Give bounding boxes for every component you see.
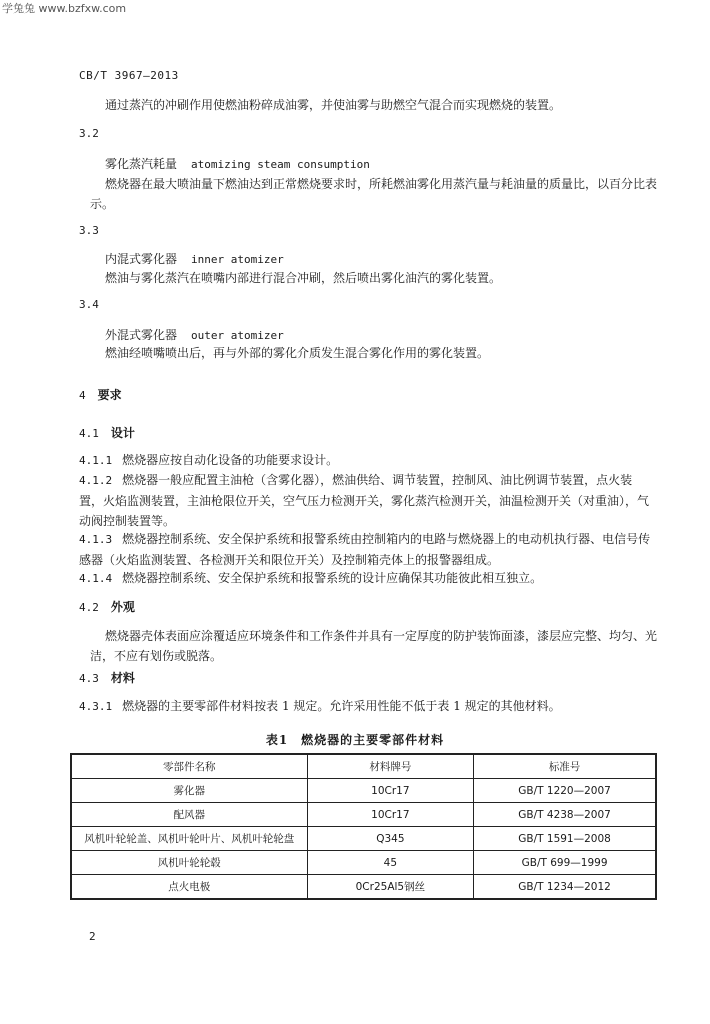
term-number: 3.2 <box>79 127 99 140</box>
cell-standard: GB/T 1591—2008 <box>474 827 656 851</box>
page-number: 2 <box>89 930 96 943</box>
section-title: 设计 <box>110 426 135 440</box>
clause-number: 4.3.1 <box>79 700 113 713</box>
table-row <box>71 827 656 851</box>
section-number: 4.2 <box>79 601 99 614</box>
cell-standard: GB/T 699—1999 <box>474 851 656 875</box>
section-number: 4.1 <box>79 427 99 440</box>
clause-number: 4.1.4 <box>79 572 113 585</box>
term-definition: 燃烧器在最大喷油量下燃油达到正常燃烧要求时，所耗燃油雾化用蒸汽量与耗油量的质量比，以百分比表示。 <box>90 177 658 211</box>
cell-part: 雾化器 <box>71 779 307 803</box>
cell-material: 0Cr25Al5钢丝 <box>307 875 474 900</box>
watermark: 学兔兔 www.bzfxw.com <box>2 2 127 15</box>
cell-material: 10Cr17 <box>307 779 474 803</box>
clause-text: 燃烧器应按自动化设备的功能要求设计。 <box>122 453 339 467</box>
cell-standard: GB/T 1234—2012 <box>474 875 656 900</box>
clause <box>79 696 561 717</box>
column-header-standard: 标准号 <box>474 754 656 779</box>
cell-standard: GB/T 1220—2007 <box>474 779 656 803</box>
standard-code: CB/T 3967—2013 <box>79 69 179 82</box>
term-heading <box>105 250 284 267</box>
term-zh: 外混式雾化器 <box>105 328 178 342</box>
section-heading <box>79 386 122 403</box>
clause <box>79 529 654 570</box>
table-title: 表1 燃烧器的主要零部件材料 <box>265 733 445 747</box>
clause-text: 燃烧器控制系统、安全保护系统和报警系统的设计应确保其功能彼此相互独立。 <box>122 571 543 585</box>
cell-material: Q345 <box>307 827 474 851</box>
cell-standard: GB/T 4238—2007 <box>474 803 656 827</box>
clause <box>79 568 542 589</box>
clause-number: 4.1.2 <box>79 474 113 487</box>
materials-table <box>70 753 657 900</box>
clause <box>79 470 654 531</box>
clause-number: 4.1.1 <box>79 454 113 467</box>
table-row <box>71 803 656 827</box>
clause-number: 4.1.3 <box>79 533 113 546</box>
section-title: 材料 <box>110 671 135 685</box>
section-heading <box>79 598 135 615</box>
column-header-material: 材料牌号 <box>307 754 474 779</box>
appearance-paragraph: 燃烧器壳体表面应涂覆适应环境条件和工作条件并具有一定厚度的防护装饰面漆，漆层应完整、均匀、光洁，不应有划伤或脱落。 <box>90 629 658 663</box>
table-row <box>71 779 656 803</box>
term-en: inner atomizer <box>191 253 284 266</box>
intro-line: 通过蒸汽的冲刷作用使燃油粉碎成油雾，并使油雾与助燃空气混合而实现燃烧的装置。 <box>105 98 562 112</box>
section-number: 4 <box>79 389 86 402</box>
table-header-row <box>71 754 656 779</box>
section-heading <box>79 424 135 441</box>
clause-text: 燃烧器一般应配置主油枪（含雾化器），燃油供给、调节装置，控制风、油比例调节装置，点火装置，火焰监测装置，主油枪限位开关，空气压力检测开关，雾化蒸汽检测开关，油温检测开关（对重油），气动阀控制装置等。 <box>79 473 650 528</box>
cell-material: 10Cr17 <box>307 803 474 827</box>
section-number: 4.3 <box>79 672 99 685</box>
cell-part: 风机叶轮轮盖、风机叶轮叶片、风机叶轮轮盘 <box>71 827 307 851</box>
term-definition: 燃油经喷嘴喷出后，再与外部的雾化介质发生混合雾化作用的雾化装置。 <box>105 346 490 360</box>
clause-text: 燃烧器的主要零部件材料按表 1 规定。允许采用性能不低于表 1 规定的其他材料。 <box>122 699 561 713</box>
section-title: 外观 <box>110 600 135 614</box>
cell-material: 45 <box>307 851 474 875</box>
term-zh: 内混式雾化器 <box>105 252 178 266</box>
table-row <box>71 875 656 900</box>
cell-part: 配风器 <box>71 803 307 827</box>
cell-part: 点火电极 <box>71 875 307 900</box>
cell-part: 风机叶轮轮毂 <box>71 851 307 875</box>
term-definition: 燃油与雾化蒸汽在喷嘴内部进行混合冲刷，然后喷出雾化油汽的雾化装置。 <box>105 271 502 285</box>
term-number: 3.4 <box>79 298 99 311</box>
term-heading <box>105 326 284 343</box>
term-en: atomizing steam consumption <box>191 158 370 171</box>
term-zh: 雾化蒸汽耗量 <box>105 157 178 171</box>
table-row <box>71 851 656 875</box>
clause-text: 燃烧器控制系统、安全保护系统和报警系统由控制箱内的电路与燃烧器上的电动机执行器、电信号传感器（火焰监测装置、各检测开关和限位开关）及控制箱壳体上的报警器组成。 <box>79 532 651 567</box>
column-header-part: 零部件名称 <box>71 754 307 779</box>
term-heading <box>105 155 370 172</box>
clause <box>79 450 338 471</box>
term-en: outer atomizer <box>191 329 284 342</box>
section-title: 要求 <box>97 388 122 402</box>
section-heading <box>79 669 135 686</box>
term-number: 3.3 <box>79 224 99 237</box>
